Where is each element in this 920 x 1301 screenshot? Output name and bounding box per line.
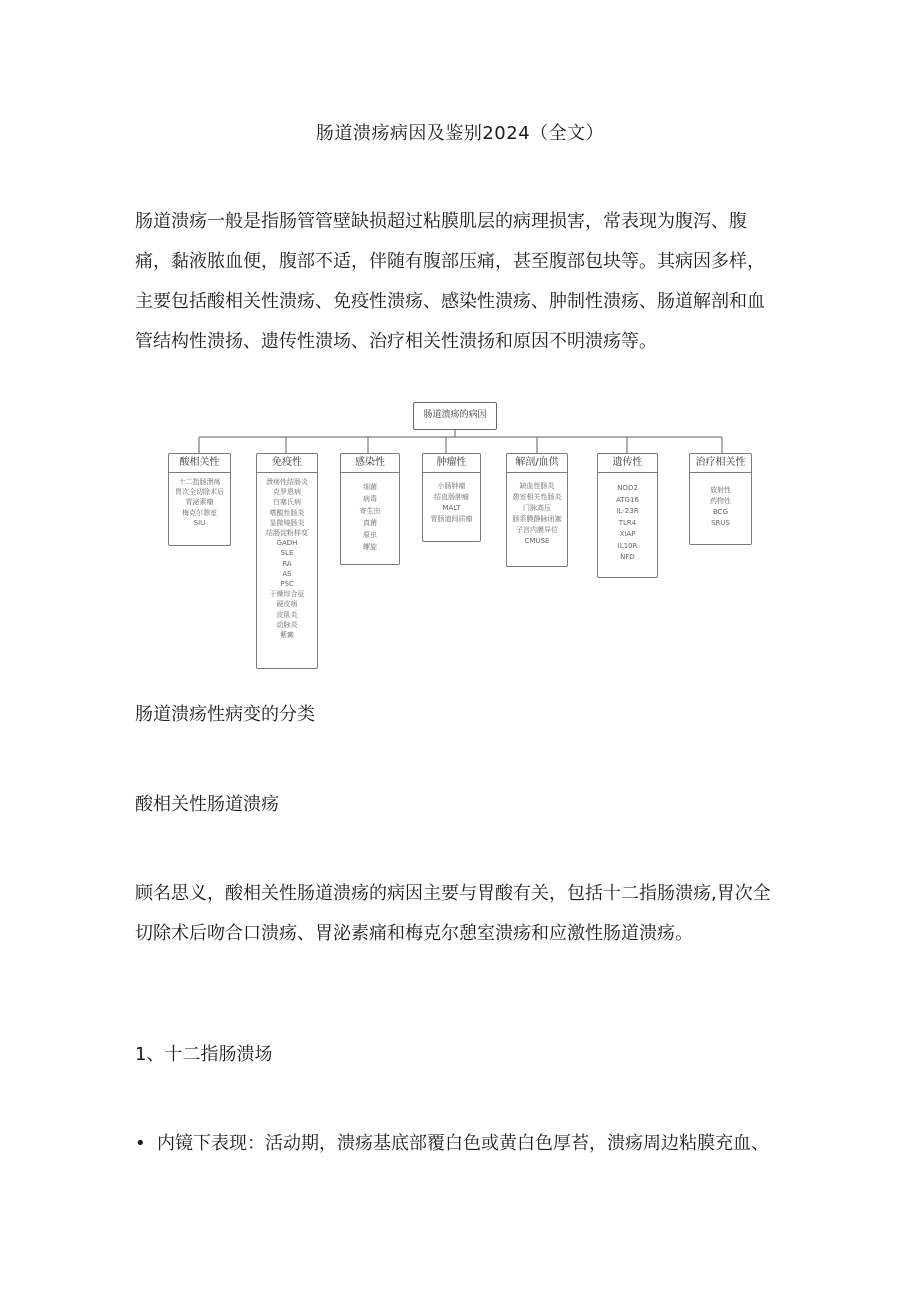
category-item: 嗜酸性肠炎 (269, 508, 305, 517)
category-immune (256, 453, 318, 669)
category-label: 免疫性 (257, 454, 317, 473)
acid-line: 切除术后吻合口溃疡、胃泌素痛和梅克尔憩室溃疡和应激性肠道溃疡。 (135, 923, 693, 944)
category-item: 结肠淀粉样变 (266, 529, 308, 538)
category-label: 感染性 (341, 454, 399, 473)
category-item: PSC (280, 580, 294, 589)
category-item: NFD (620, 553, 635, 561)
item-heading: 1、十二指肠溃场 (135, 1044, 273, 1065)
category-item: 结直肠肿瘤 (434, 493, 469, 501)
category-item: BCG (713, 508, 728, 516)
category-item: 缺血性肠炎 (519, 482, 555, 490)
category-item: GADH (276, 539, 298, 548)
category-item: SIU (193, 518, 206, 527)
intro-line: 痛，黏液脓血便，腹部不适，伴随有腹部压痛，甚至腹部包块等。其病因多样， (135, 251, 765, 272)
category-item: MALT (442, 504, 461, 512)
category-item: 十二指肠溃疡 (178, 478, 221, 486)
category-item: 紫癜 (280, 631, 294, 640)
category-genetic (597, 453, 658, 578)
category-item: 放射性 (710, 486, 731, 494)
category-tumor (422, 453, 481, 542)
category-item: XIAP (619, 530, 636, 538)
category-item: SLE (280, 549, 294, 558)
acid-paragraph (135, 874, 800, 954)
category-anatomy (506, 453, 568, 567)
category-item: 克罗恩病 (273, 488, 301, 497)
category-item: 门脉高压 (523, 504, 551, 512)
category-item: 憩室相关性肠炎 (512, 493, 562, 501)
bullet-item (135, 1129, 795, 1155)
category-item: 梅克尔憩室 (182, 508, 217, 517)
category-label: 遗传性 (598, 454, 657, 473)
category-label: 酸相关性 (169, 454, 230, 473)
category-item: 显微镜肠炎 (269, 518, 305, 527)
category-item: 动脉炎 (276, 620, 298, 629)
category-item: 白塞氏病 (273, 498, 301, 507)
category-item: IL-23R (616, 507, 639, 515)
category-item: CMUSE (524, 537, 550, 545)
intro-line: 主要包括酸相关性溃疡、免疫性溃疡、感染性溃疡、肿制性溃疡、肠道解剖和血 (135, 291, 765, 312)
acid-line: 顾名思义，酸相关性肠道溃疡的病因主要与胃酸有关，包括十二指肠溃疡,胃次全 (135, 883, 771, 904)
category-item: 肠系膜静脉闭塞 (512, 515, 562, 523)
bullet-text: 内镜下表现：活动期，溃疡基底部覆白色或黄白色厚苔，溃疡周边粘膜充血、 (157, 1133, 769, 1154)
category-item: 寄生虫 (359, 507, 381, 515)
intro-paragraph (135, 202, 790, 362)
category-item: 溃疡性结肠炎 (266, 478, 308, 486)
category-item: 小肠肿瘤 (437, 482, 466, 490)
intro-line: 管结构性溃扬、遗传性溃场、治疗相关性溃扬和原因不明溃疡等。 (135, 331, 657, 352)
category-label: 解剖/血供 (507, 454, 567, 473)
category-item: 原虫 (363, 531, 377, 539)
category-acid (168, 453, 231, 546)
category-item: TLR4 (618, 518, 637, 527)
category-label: 治疗相关性 (690, 454, 751, 473)
category-label: 肿瘤性 (423, 454, 480, 473)
category-item: 皮肌炎 (276, 610, 298, 619)
category-item: 子宫内膜异位 (516, 526, 558, 534)
category-item: RA (282, 559, 292, 568)
bullet-dot: • (135, 1133, 146, 1154)
category-item: 胃次全切除术后 (175, 488, 224, 497)
category-infection (340, 453, 400, 565)
category-item: IL10R (617, 541, 638, 550)
category-item: NOD2 (617, 484, 638, 492)
diagram-root: 肠道溃疡的病因 (413, 402, 497, 430)
intro-line: 肠道溃疡一般是指肠管管壁缺损超过粘膜肌层的病理损害，常表现为腹泻、腹 (135, 211, 747, 232)
page-title: 肠道溃疡病因及鉴别2024（全文） (315, 123, 605, 144)
section-heading: 肠道溃疡性病变的分类 (135, 704, 315, 725)
subsection-heading: 酸相关性肠道溃疡 (135, 794, 279, 815)
category-item: 药物性 (710, 497, 731, 505)
category-item: 真菌 (363, 519, 377, 527)
category-item: SRUS (711, 519, 730, 527)
category-item: 硬皮病 (276, 600, 298, 609)
category-item: 病毒 (363, 495, 377, 503)
category-item: 干燥综合征 (269, 590, 305, 599)
category-item: 螺旋 (363, 543, 377, 551)
category-treatment (689, 453, 752, 545)
category-item: 胃泌素瘤 (185, 498, 214, 507)
category-item: 细菌 (363, 483, 377, 491)
category-item: ATG16 (616, 495, 639, 504)
category-item: AS (282, 569, 292, 578)
category-item: 胃肠道间质瘤 (430, 515, 473, 523)
